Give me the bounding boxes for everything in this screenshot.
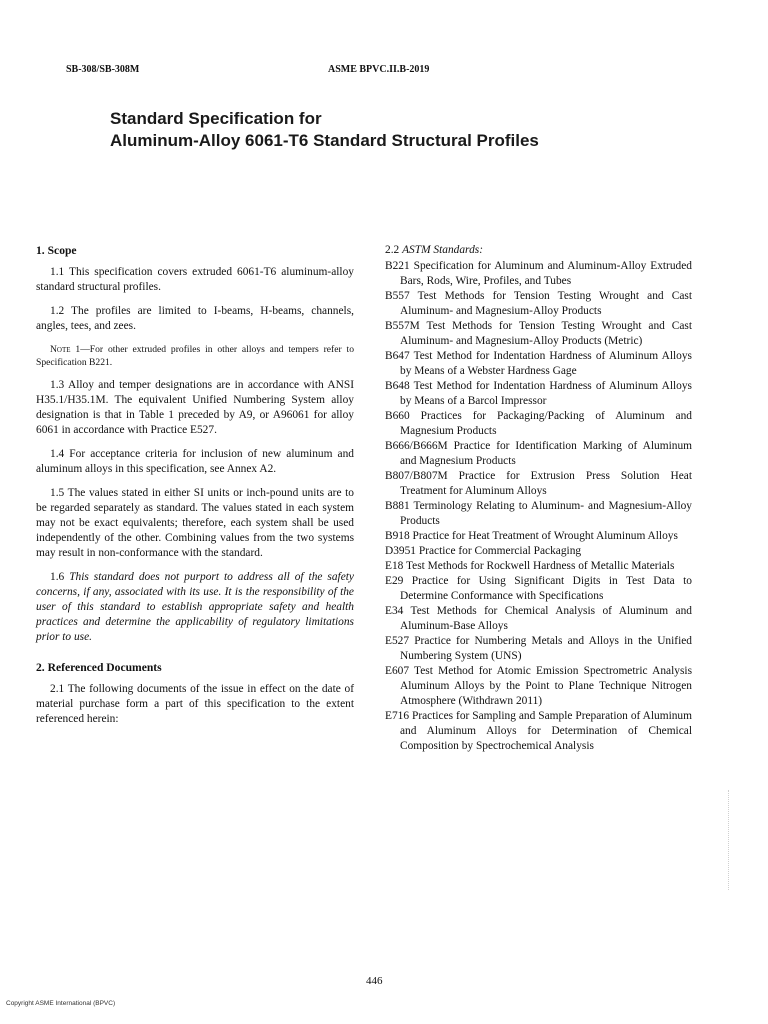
reference-item: E29 Practice for Using Significant Digits in Test Data to Determine Conformance with Specifications <box>385 575 692 602</box>
document-title <box>110 108 670 152</box>
reference-item: B660 Practices for Packaging/Packing of Aluminum and Magnesium Products <box>385 410 692 437</box>
paragraph-1-6-text: This standard does not purport to address all of the safety concerns, if any, associated with its use. It is the responsibility of the user of this standard to establish appropriate safety and health practices and determine the applicability of regulatory limitations prior to use. <box>36 571 354 643</box>
astm-standards-title: ASTM Standards: <box>402 244 483 256</box>
reference-item: D3951 Practice for Commercial Packaging <box>385 545 582 557</box>
scan-artifact <box>728 790 730 890</box>
reference-item: B881 Terminology Relating to Aluminum- and Magnesium-Alloy Products <box>385 500 692 527</box>
header-spec-number: SB-308/SB-308M <box>66 64 140 75</box>
reference-item: B221 Specification for Aluminum and Aluminum-Alloy Extruded Bars, Rods, Wire, Profiles, and Tubes <box>385 260 692 287</box>
reference-item: B647 Test Method for Indentation Hardness of Aluminum Alloys by Means of a Webster Hardness Gage <box>385 350 692 377</box>
paragraph-1-4: 1.4 For acceptance criteria for inclusion of new aluminum and aluminum alloys in this specification, see Annex A2. <box>36 448 354 475</box>
page-number: 446 <box>366 975 383 987</box>
paragraph-1-3: 1.3 Alloy and temper designations are in accordance with ANSI H35.1/H35.1M. The equivalent Unified Numbering System alloy designation is that in Table 1 preceded by A9, or A96061 for alloy 6061 in accordance with Practice E527. <box>36 379 354 436</box>
note-1-text: —For other extruded profiles in other alloys and tempers refer to Specification B221. <box>36 344 354 368</box>
note-1-label: Note 1 <box>50 344 81 355</box>
title-line-2: Aluminum-Alloy 6061-T6 Standard Structural Profiles <box>110 131 539 150</box>
reference-item: B807/B807M Practice for Extrusion Press Solution Heat Treatment for Aluminum Alloys <box>385 470 692 497</box>
referenced-documents-heading: 2. Referenced Documents <box>36 661 162 674</box>
reference-item: B557 Test Methods for Tension Testing Wrought and Cast Aluminum- and Magnesium-Alloy Products <box>385 290 692 317</box>
paragraph-1-6 <box>36 570 354 645</box>
reference-item: B648 Test Method for Indentation Hardness of Aluminum Alloys by Means of a Barcol Impressor <box>385 380 692 407</box>
reference-item: E34 Test Methods for Chemical Analysis of Aluminum and Aluminum-Base Alloys <box>385 605 692 632</box>
note-1 <box>36 343 354 369</box>
running-header <box>66 64 702 78</box>
reference-item: E527 Practice for Numbering Metals and Alloys in the Unified Numbering System (UNS) <box>385 635 692 662</box>
paragraph-2-1: 2.1 The following documents of the issue in effect on the date of material purchase form a part of this specification to the extent referenced herein: <box>36 683 354 725</box>
reference-item: E607 Test Method for Atomic Emission Spectrometric Analysis Aluminum Alloys by the Point to Plane Technique Nitrogen Atmosphere (Withdrawn 2011) <box>385 665 692 707</box>
header-code-edition: ASME BPVC.II.B-2019 <box>328 64 430 75</box>
paragraph-1-6-number: 1.6 <box>50 571 70 583</box>
astm-standards-number: 2.2 <box>385 244 403 256</box>
reference-item: B666/B666M Practice for Identification Marking of Aluminum and Magnesium Products <box>385 440 692 467</box>
reference-item: E18 Test Methods for Rockwell Hardness of Metallic Materials <box>385 560 675 572</box>
copyright-notice: Copyright ASME International (BPVC) <box>6 1000 116 1007</box>
right-column <box>385 243 692 754</box>
astm-standards-heading <box>385 243 692 258</box>
left-column <box>36 243 354 736</box>
title-line-1: Standard Specification for <box>110 109 322 128</box>
reference-item: E716 Practices for Sampling and Sample Preparation of Aluminum and Aluminum Alloys for Determination of Chemical Composition by Spectrochemical Analysis <box>385 710 692 752</box>
paragraph-1-1: 1.1 This specification covers extruded 6061-T6 aluminum-alloy standard structural profiles. <box>36 266 354 293</box>
reference-item: B557M Test Methods for Tension Testing Wrought and Cast Aluminum- and Magnesium-Alloy Products (Metric) <box>385 320 692 347</box>
paragraph-1-5: 1.5 The values stated in either SI units or inch-pound units are to be regarded separately as standard. The values stated in each system may not be exact equivalents; therefore, each system shall be used independently of the other. Combining values from the two systems may result in non-conformance with the standard. <box>36 487 354 559</box>
reference-list <box>385 259 692 754</box>
paragraph-1-2: 1.2 The profiles are limited to I-beams, H-beams, channels, angles, tees, and zees. <box>36 305 354 332</box>
reference-item: B918 Practice for Heat Treatment of Wrought Aluminum Alloys <box>385 530 678 542</box>
scope-heading: 1. Scope <box>36 244 77 257</box>
